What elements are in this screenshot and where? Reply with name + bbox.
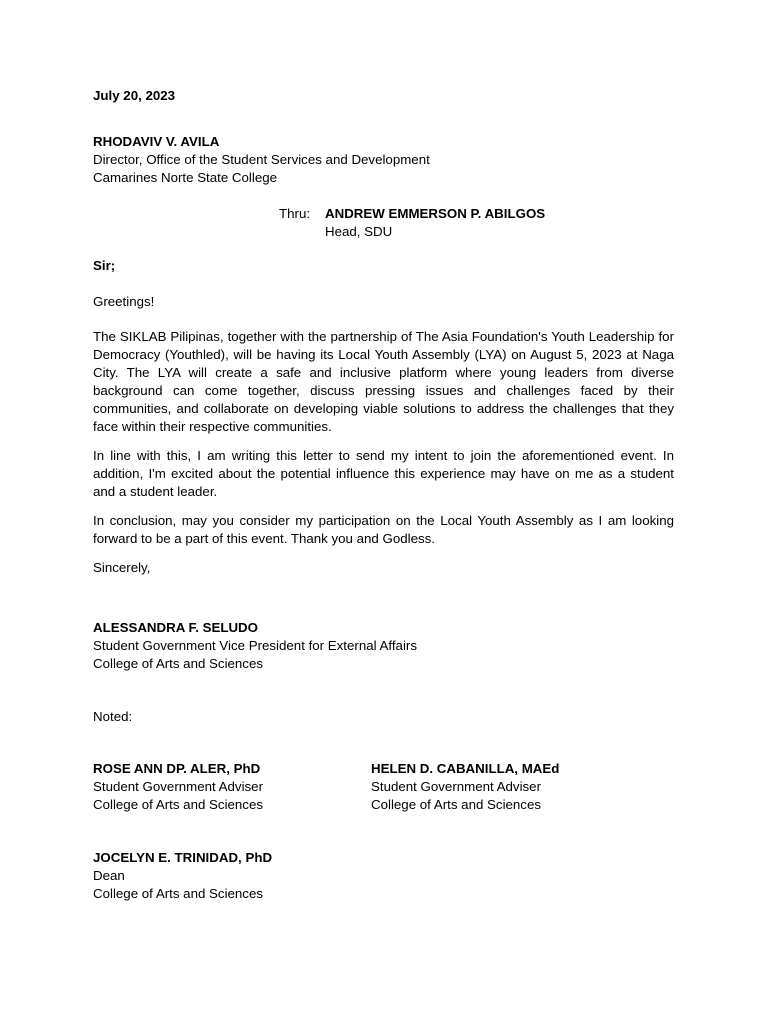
body-paragraph-1: The SIKLAB Pilipinas, together with the partnership of The Asia Foundation's Youth Leadership for Democracy (Youthled), will be having its Local Youth Assembly (LYA) on August 5, 2023 at Naga City. The LYA will create a safe and inclusive platform where young leaders from diverse background can come together, discuss pressing issues and challenges faced by their communities, and collaborate on developing viable solutions to address the challenges that they face within their respective communities. [93, 329, 674, 434]
signatory-name: HELEN D. CABANILLA, MAEd [371, 761, 560, 776]
signatory-title: Dean [93, 868, 125, 883]
body-paragraph-3: In conclusion, may you consider my participation on the Local Youth Assembly as I am looking forward to be a part of this event. Thank you and Godless. [93, 513, 674, 546]
signatory-name: JOCELYN E. TRINIDAD, PhD [93, 850, 273, 865]
signatory-block [371, 760, 559, 814]
signatory-college: College of Arts and Sciences [371, 797, 542, 812]
recipient-title: Director, Office of the Student Services and Development [93, 152, 430, 167]
recipient-name: RHODAVIV V. AVILA [93, 134, 220, 149]
closing: Sincerely, [93, 560, 151, 575]
signatory-block [93, 760, 263, 814]
sender-name: ALESSANDRA F. SELUDO [93, 620, 258, 635]
thru-title: Head, SDU [325, 224, 393, 239]
letter-date: July 20, 2023 [93, 88, 176, 103]
signatory-college: College of Arts and Sciences [93, 797, 264, 812]
signatory-name: ROSE ANN DP. ALER, PhD [93, 761, 261, 776]
sender-college: College of Arts and Sciences [93, 656, 264, 671]
signatory-title: Student Government Adviser [93, 779, 263, 794]
recipient-institution: Camarines Norte State College [93, 170, 278, 185]
salutation: Sir; [93, 258, 116, 273]
signatory-title: Student Government Adviser [371, 779, 541, 794]
thru-name: ANDREW EMMERSON P. ABILGOS [325, 206, 546, 221]
body-paragraph-2: In line with this, I am writing this letter to send my intent to join the aforementioned event. In addition, I'm excited about the potential influence this experience may have on me as a student and a student leader. [93, 448, 674, 499]
greeting: Greetings! [93, 294, 155, 309]
thru-block [325, 205, 545, 241]
recipient-block [93, 133, 430, 187]
signatory-block [93, 849, 272, 903]
noted-label: Noted: [93, 709, 133, 724]
sender-title: Student Government Vice President for External Affairs [93, 638, 417, 653]
signatory-college: College of Arts and Sciences [93, 886, 264, 901]
sender-block [93, 619, 417, 673]
thru-label: Thru: [279, 206, 311, 221]
